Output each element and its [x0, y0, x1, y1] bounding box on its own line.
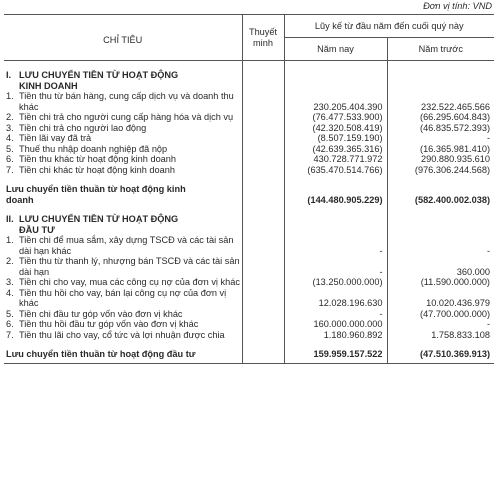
header-last-year: Năm trước	[387, 38, 494, 61]
header-row-top	[4, 15, 494, 38]
section-title-investing: II. LƯU CHUYỂN TIỀN TỪ HOẠT ĐỘNG ĐẦU TƯ	[4, 214, 494, 235]
table-row: 2. Tiền thu từ thanh lý, nhượng bán TSCĐ và các tài sản dài hạn - 360.000	[4, 256, 494, 277]
header-note: Thuyết minh	[242, 15, 284, 61]
table-row: 1. Tiền chi để mua sắm, xây dựng TSCĐ và các tài sản dài hạn khác - -	[4, 235, 494, 256]
table-row: 3. Tiền chi cho vay, mua các công cụ nợ của đơn vị khác (13.250.000.000) (11.590.000.000)	[4, 277, 494, 288]
section-title-operating: I. LƯU CHUYỂN TIỀN TỪ HOẠT ĐỘNG KINH DOANH	[4, 70, 494, 91]
table-row: 5. Tiền chi đầu tư góp vốn vào đơn vị khác - (47.700.000.000)	[4, 309, 494, 320]
table-row: 6. Tiền thu khác từ hoạt động kinh doanh 430.728.771.972 290.880.935.610	[4, 154, 494, 165]
table-row: 1. Tiền thu từ bán hàng, cung cấp dịch vụ và doanh thu khác 230.205.404.390 232.522.465.566	[4, 91, 494, 112]
header-indicator: CHỈ TIÊU	[4, 15, 242, 61]
table-row: 7. Tiền chi khác từ hoạt động kinh doanh (635.470.514.766) (976.306.244.568)	[4, 165, 494, 176]
table-row: 3. Tiền chi trả cho người lao động (42.320.508.419) (46.835.572.393)	[4, 123, 494, 134]
header-this-year: Năm nay	[284, 38, 387, 61]
table-row: 5. Thuế thu nhập doanh nghiệp đã nộp (42.639.365.316) (16.365.981.410)	[4, 144, 494, 155]
cash-flow-table	[4, 14, 494, 364]
table-row: 7. Tiền thu lãi cho vay, cổ tức và lợi nhuận được chia 1.180.960.892 1.758.833.108	[4, 330, 494, 341]
header-cumulative: Lũy kế từ đầu năm đến cuối quý này	[284, 15, 494, 38]
table-row: 6. Tiền thu hồi đầu tư góp vốn vào đơn vị khác 160.000.000.000 -	[4, 319, 494, 330]
table-row: 4. Tiền lãi vay đã trả (8.507.159.190) -	[4, 133, 494, 144]
total-row-operating: Lưu chuyển tiền thuần từ hoạt động kinh doanh (144.480.905.229) (582.400.002.038)	[4, 184, 494, 205]
table-row: 2. Tiền chi trả cho người cung cấp hàng hóa và dịch vụ (76.477.533.900) (66.295.604.843)	[4, 112, 494, 123]
table-row: 4. Tiền thu hồi cho vay, bán lại công cụ nợ của đơn vị khác 12.028.196.630 10.020.436.979	[4, 288, 494, 309]
unit-label: Đơn vị tính: VND	[423, 1, 492, 11]
total-row-investing: Lưu chuyển tiền thuần từ hoạt động đầu tư 159.959.157.522 (47.510.369.913)	[4, 349, 494, 363]
